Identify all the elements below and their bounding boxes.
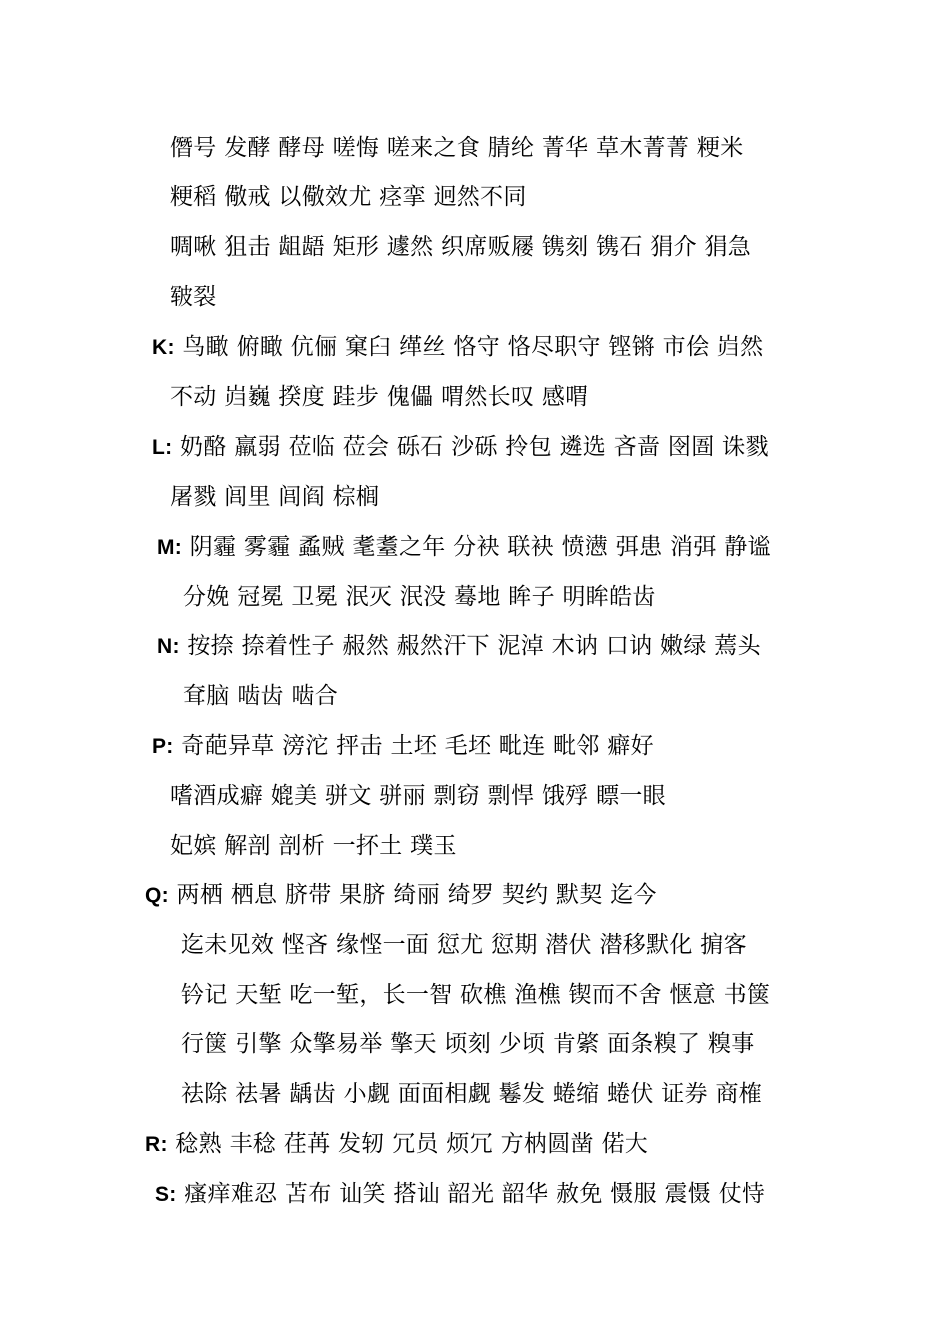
text-line [183,681,338,711]
line-text: 屠戮 闾里 闾阎 棕榈 [170,484,380,510]
line-text: 奇葩异草 滂沱 抨击 土坯 毛坯 毗连 毗邻 癖好 [173,733,654,759]
section-key: M: [157,536,183,559]
line-text: 粳稻 儆戒 以儆效尤 痉挛 迥然不同 [170,184,527,210]
text-line [181,1079,762,1109]
section-key: P: [152,735,174,758]
text-line [181,1029,755,1059]
text-line [181,930,747,960]
line-text: 啁啾 狙击 龃龉 矩形 遽然 织席贩屦 镌刻 镌石 狷介 狷急 [170,234,752,260]
text-line [170,133,744,163]
text-line [170,482,379,512]
section-key: Q: [145,884,169,907]
text-line [157,631,761,661]
text-line [170,382,588,412]
text-line [181,980,770,1010]
line-text: 妃嫔 解剖 剖析 一抔土 璞玉 [170,833,457,859]
section-key: S: [155,1183,177,1206]
text-line [152,432,769,462]
text-line [170,831,457,861]
text-line [170,282,217,312]
text-line [152,332,763,362]
text-line [170,781,666,811]
text-line [183,582,656,612]
section-key: K: [152,336,175,359]
text-line [157,532,771,562]
text-line [152,731,654,761]
text-line [145,1129,648,1159]
line-text: 鸟瞰 俯瞰 伉俪 窠臼 缂丝 恪守 恪尽职守 铿锵 市侩 岿然 [174,334,764,360]
text-line [170,182,527,212]
section-key: R: [145,1133,168,1156]
line-text: 皲裂 [170,284,217,310]
line-text: 瘙痒难忍 苫布 讪笑 搭讪 韶光 韶华 赦免 慑服 震慑 仗恃 [176,1181,766,1207]
line-text: 两栖 栖息 脐带 果脐 绮丽 绮罗 契约 默契 迄今 [168,882,657,908]
line-text: 阴霾 雾霾 蟊贼 耄耋之年 分袂 联袂 愤懑 弭患 消弭 静谧 [182,534,771,560]
line-text: 嗜酒成癖 媲美 骈文 骈丽 剽窃 剽悍 饿殍 瞟一眼 [170,783,666,809]
line-text: 僭号 发酵 酵母 嗟悔 嗟来之食 腈纶 菁华 草木菁菁 粳米 [170,135,744,161]
line-text: 稔熟 丰稔 荏苒 发轫 冗员 烦冗 方枘圆凿 偌大 [167,1131,649,1157]
line-text: 迄未见效 悭吝 缘悭一面 愆尤 愆期 潜伏 潜移默化 掮客 [181,932,747,958]
section-key: N: [157,635,180,658]
line-text: 祛除 祛暑 龋齿 小觑 面面相觑 鬈发 蜷缩 蜷伏 证券 商榷 [181,1081,763,1107]
line-text: 奶酪 羸弱 莅临 莅会 砾石 沙砾 拎包 遴选 吝啬 囹圄 诛戮 [172,434,769,460]
line-text: 行箧 引擎 众擎易举 擎天 顷刻 少顷 肯綮 面条糗了 糗事 [181,1031,755,1057]
line-text: 钤记 天堑 吃一堑，长一智 砍樵 渔樵 锲而不舍 惬意 书箧 [181,982,771,1008]
text-line [155,1179,765,1209]
line-text: 不动 岿巍 揆度 跬步 傀儡 喟然长叹 感喟 [170,384,589,410]
line-text: 耷脑 啮齿 啮合 [183,683,339,709]
text-line [145,880,657,910]
line-text: 按捺 捺着性子 赧然 赧然汗下 泥淖 木讷 口讷 嫩绿 蔫头 [179,633,761,659]
text-line [170,232,751,262]
line-text: 分娩 冠冕 卫冕 泯灭 泯没 蓦地 眸子 明眸皓齿 [183,584,656,610]
section-key: L: [152,436,173,459]
